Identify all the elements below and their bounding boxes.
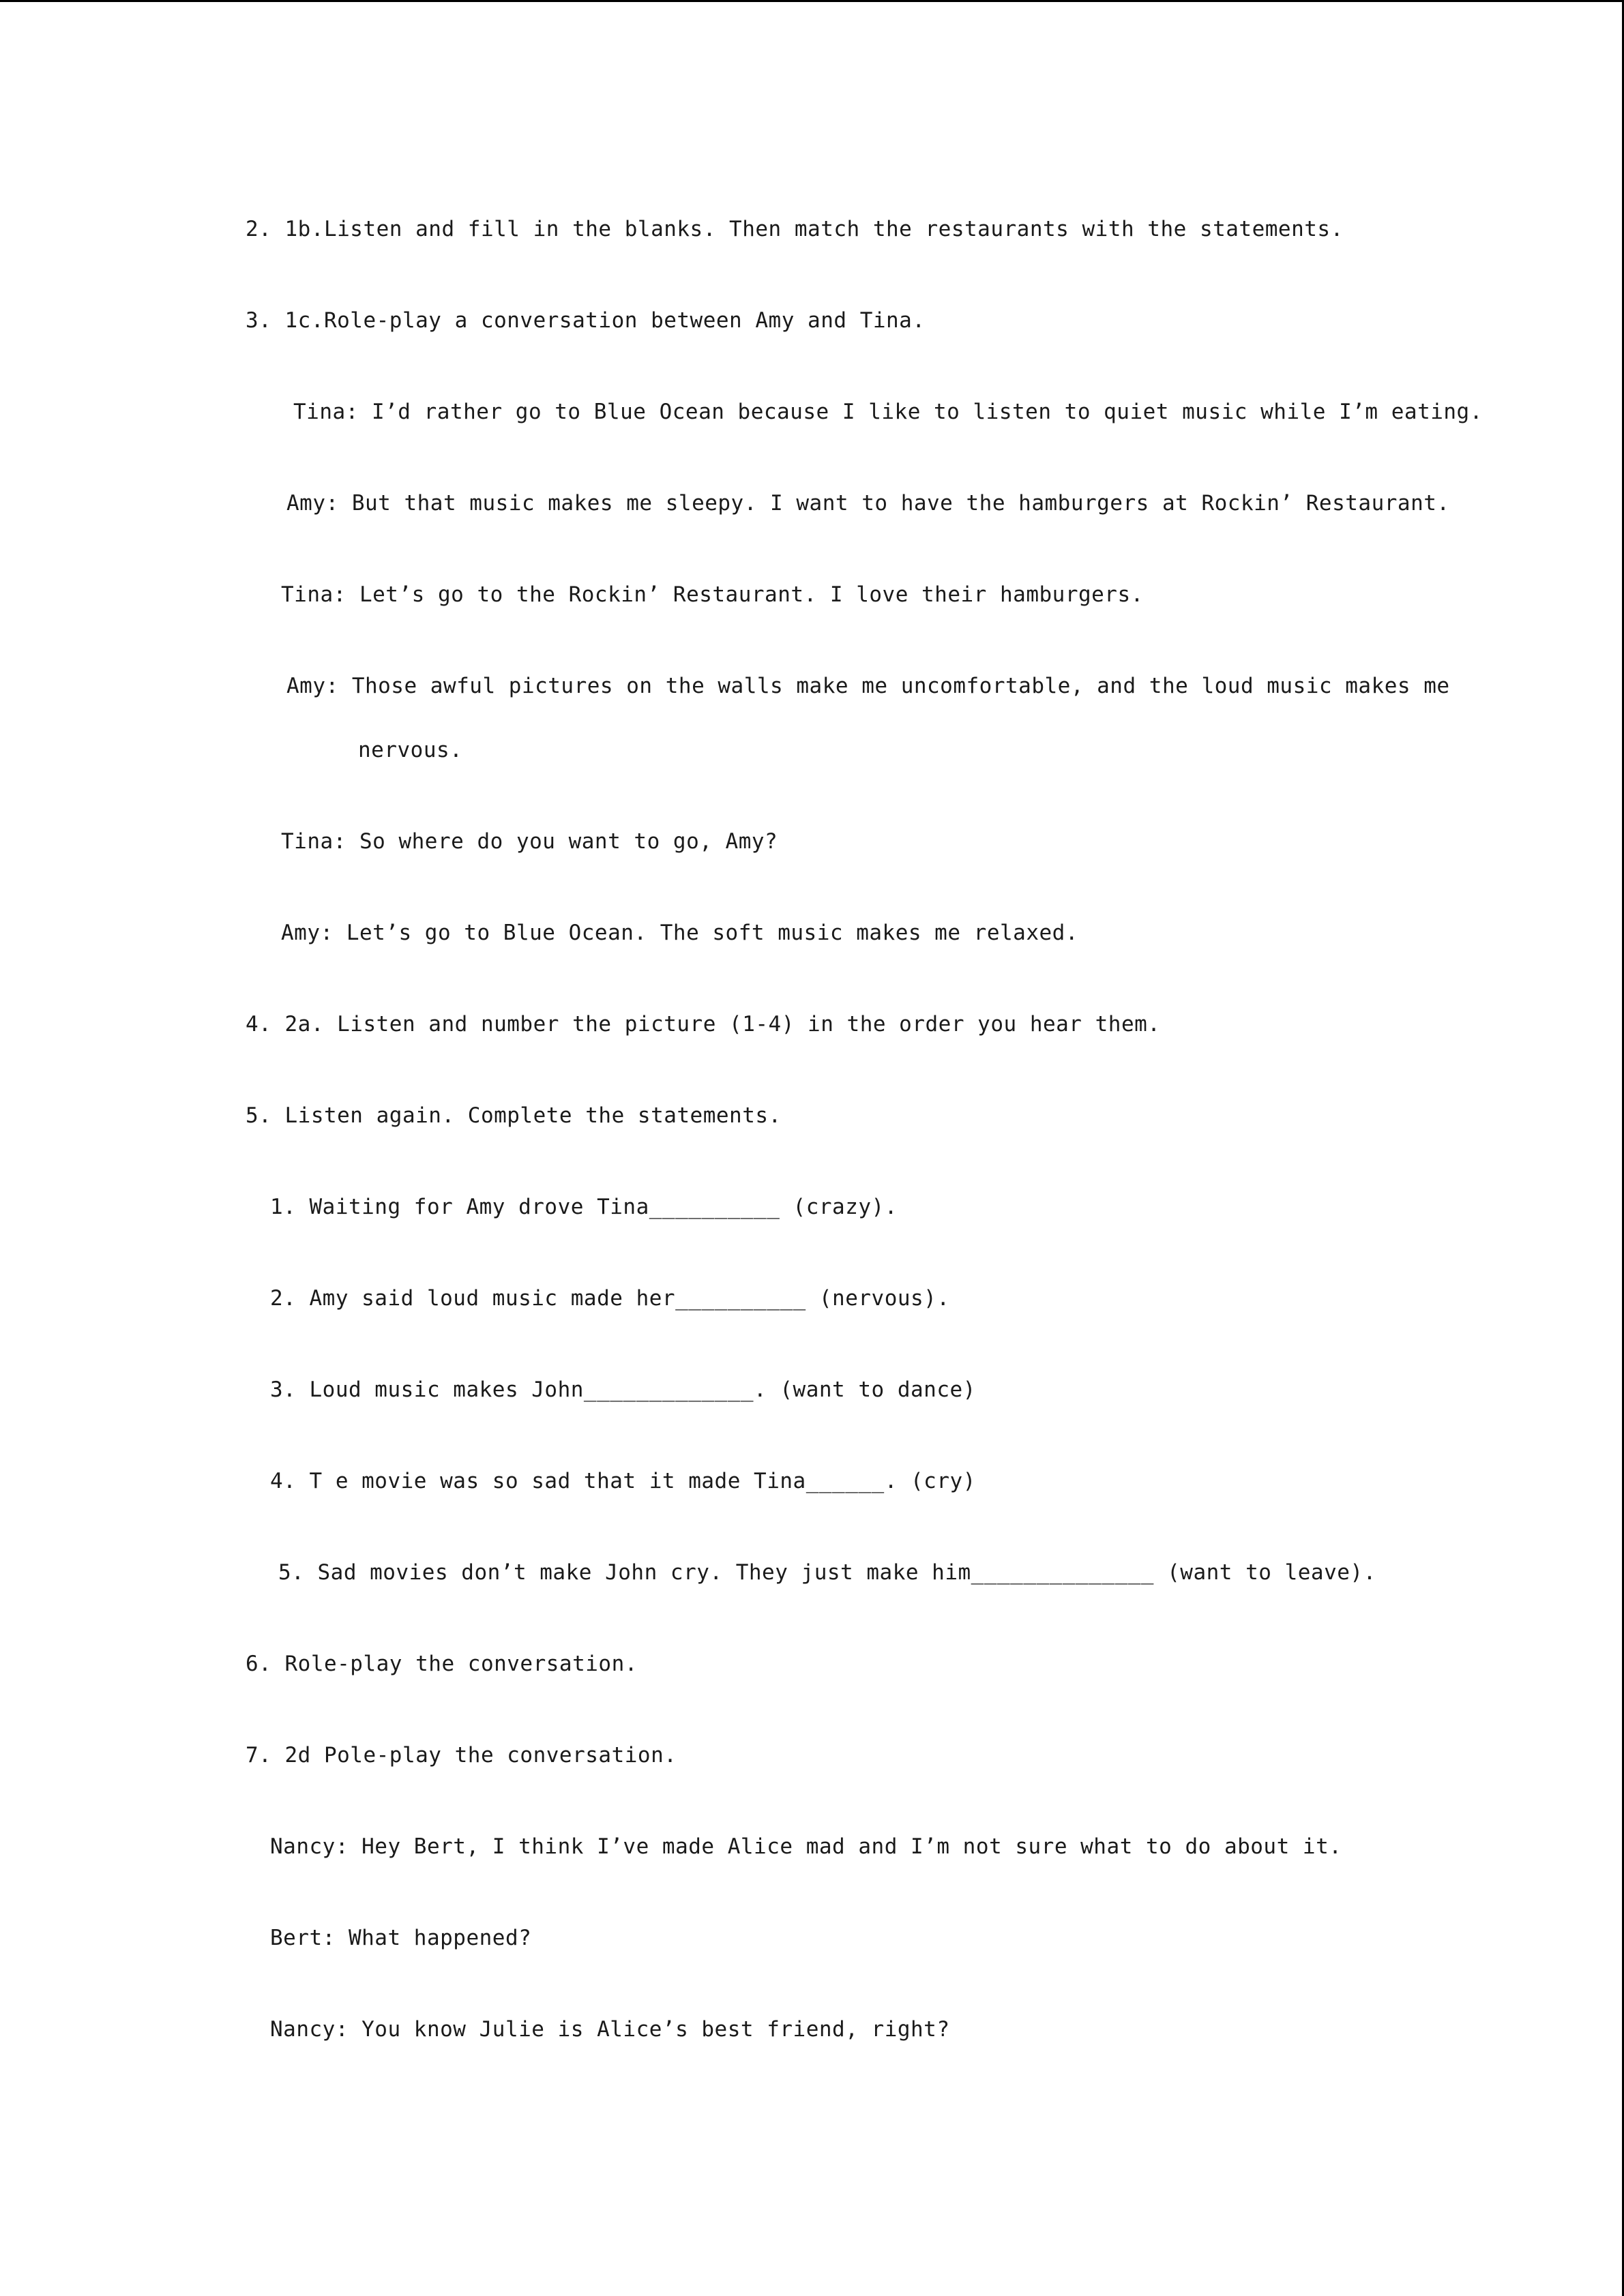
- statement-5: 5. Sad movies don’t make John cry. They just make him______________ (want to leave).: [278, 1560, 1376, 1585]
- item-7-instruction: 7. 2d Pole-play the conversation.: [246, 1743, 677, 1768]
- statement-2: 2. Amy said loud music made her__________ (nervous).: [270, 1286, 950, 1311]
- item-5-instruction: 5. Listen again. Complete the statements.: [246, 1103, 782, 1128]
- statement-3: 3. Loud music makes John_____________. (want to dance): [270, 1377, 976, 1402]
- page-top-border: [0, 0, 1624, 2]
- dialogue-line-tina-2: Tina: Let’s go to the Rockin’ Restaurant. I love their hamburgers.: [281, 582, 1144, 607]
- dialogue-line-nancy-1: Nancy: Hey Bert, I think I’ve made Alice mad and I’m not sure what to do about it.: [270, 1834, 1342, 1859]
- dialogue-line-nancy-2: Nancy: You know Julie is Alice’s best friend, right?: [270, 2017, 950, 2042]
- item-2-instruction: 2. 1b.Listen and fill in the blanks. Then match the restaurants with the statements.: [246, 217, 1344, 241]
- dialogue-line-tina-3: Tina: So where do you want to go, Amy?: [281, 829, 778, 854]
- item-4-instruction: 4. 2a. Listen and number the picture (1-4) in the order you hear them.: [246, 1012, 1161, 1037]
- dialogue-line-tina-1: Tina: I’d rather go to Blue Ocean because I like to listen to quiet music while I’m eating.: [293, 400, 1483, 424]
- item-3-instruction: 3. 1c.Role-play a conversation between Amy and Tina.: [246, 308, 926, 333]
- statement-1: 1. Waiting for Amy drove Tina__________ (crazy).: [270, 1195, 898, 1219]
- dialogue-line-bert-1: Bert: What happened?: [270, 1926, 532, 1950]
- item-6-instruction: 6. Role-play the conversation.: [246, 1652, 638, 1676]
- dialogue-line-amy-2-continued: nervous.: [358, 738, 463, 762]
- statement-4: 4. T e movie was so sad that it made Tina______. (cry): [270, 1469, 976, 1493]
- dialogue-line-amy-3: Amy: Let’s go to Blue Ocean. The soft music makes me relaxed.: [281, 921, 1078, 945]
- dialogue-line-amy-1: Amy: But that music makes me sleepy. I want to have the hamburgers at Rockin’ Restaurant.: [286, 491, 1450, 516]
- dialogue-line-amy-2: Amy: Those awful pictures on the walls make me uncomfortable, and the loud music makes me: [286, 674, 1450, 698]
